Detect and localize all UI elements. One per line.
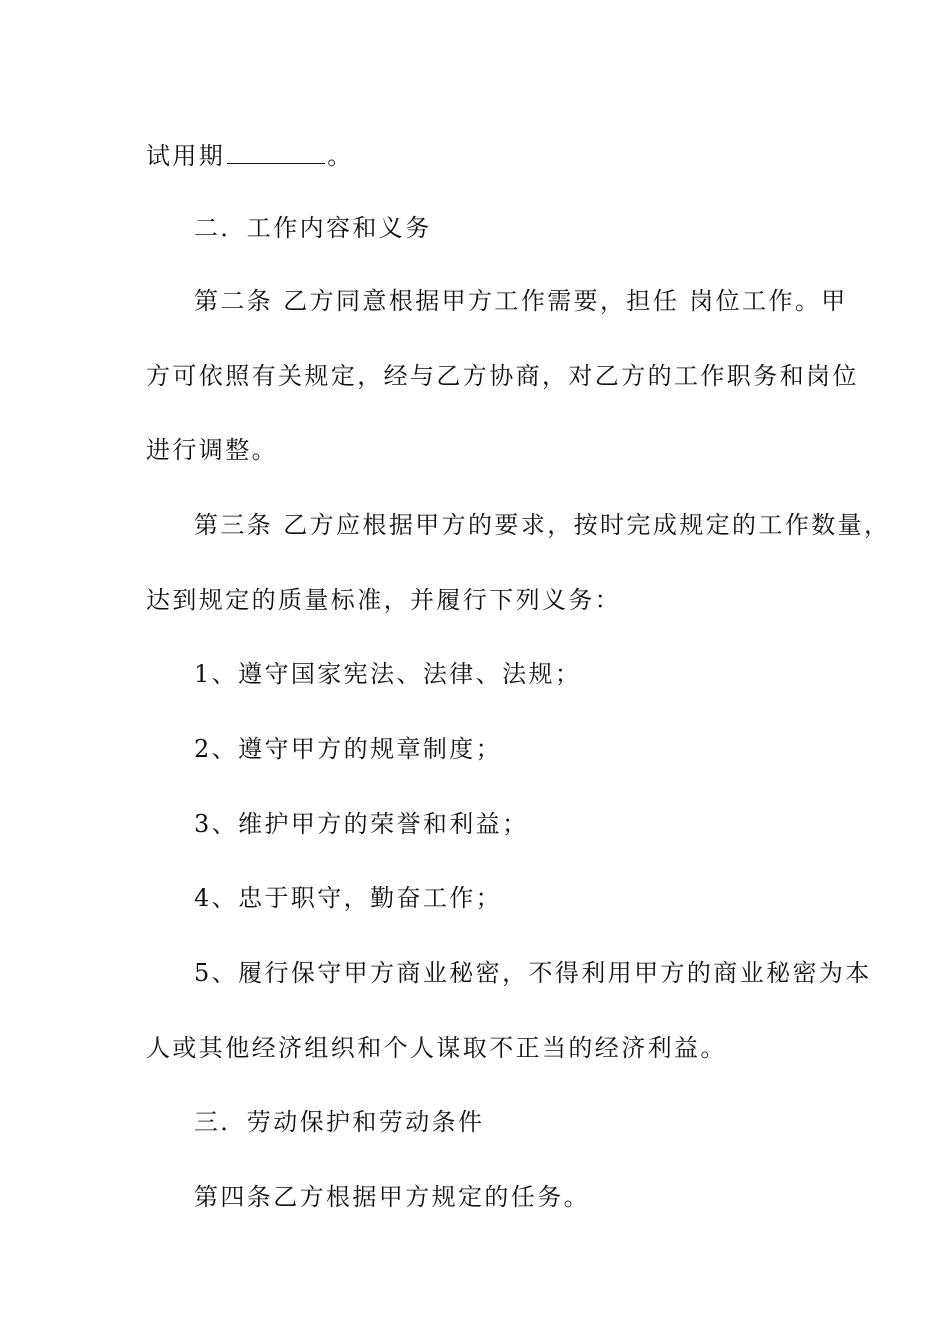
- duty-item-5-continued: 人或其他经济组织和个人谋取不正当的经济利益。: [146, 1034, 727, 1062]
- section-heading-3: 三．劳动保护和劳动条件: [194, 1108, 485, 1136]
- probation-blank: [227, 141, 325, 164]
- duty-item-3: 3、维护甲方的荣誉和利益；: [194, 810, 529, 838]
- article-2-line-2: 方可依照有关规定，经与乙方协商，对乙方的工作职务和岗位: [146, 362, 859, 390]
- duty-item-2: 2、遵守甲方的规章制度；: [194, 735, 503, 763]
- probation-label: 试用期: [146, 142, 226, 170]
- duty-item-5: 5、履行保守甲方商业秘密，不得利用甲方的商业秘密为本: [194, 959, 872, 987]
- article-3-line-2: 达到规定的质量标准，并履行下列义务：: [146, 586, 622, 614]
- article-2-line-1: 第二条 乙方同意根据甲方工作需要，担任 岗位工作。甲: [194, 287, 848, 315]
- duty-item-4: 4、忠于职守，勤奋工作；: [194, 884, 503, 912]
- probation-line: [146, 140, 816, 172]
- article-2-line-3: 进行调整。: [146, 436, 278, 464]
- article-3-line-1: 第三条 乙方应根据甲方的要求，按时完成规定的工作数量，: [194, 511, 891, 539]
- duty-item-1: 1、遵守国家宪法、法律、法规；: [194, 660, 582, 688]
- article-4-line-1: 第四条乙方根据甲方规定的任务。: [194, 1183, 590, 1211]
- probation-suffix: 。: [327, 142, 354, 170]
- section-heading-2: 二．工作内容和义务: [194, 214, 432, 242]
